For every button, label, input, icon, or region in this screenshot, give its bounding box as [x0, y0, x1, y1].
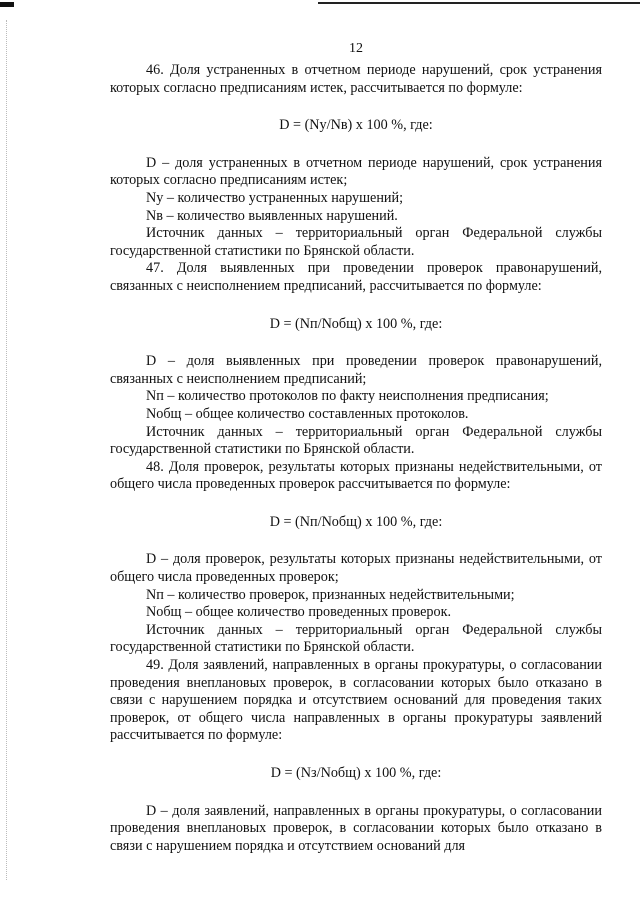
- section-48: [110, 459, 602, 657]
- scan-margin-dots: [6, 20, 9, 880]
- section-47: [110, 260, 602, 458]
- scan-artifact-mark: [0, 2, 14, 7]
- formula: D = (Nп/Nобщ) x 100 %, где:: [269, 315, 443, 332]
- data-source: Источник данных – территориальный орган Федеральной службы государственной статистики по Брянской области.: [110, 423, 602, 458]
- definition: D – доля проверок, результаты которых признаны недействительными, от общего числа проведенных проверок;: [110, 551, 602, 586]
- section-intro: 49. Доля заявлений, направленных в органы прокуратуры, о согласовании проведения внеплановых проверок, в согласовании которых было отказано в связи с нарушением порядка и отсутствием оснований для проведения таких проверок, от общего числа направленных в органы прокуратуры заявлений рассчитывается по формуле:: [110, 657, 602, 744]
- definition: Nобщ – общее количество проведенных проверок.: [146, 604, 452, 621]
- data-source: Источник данных – территориальный орган Федеральной службы государственной статистики по Брянской области.: [110, 621, 602, 656]
- formula: D = (Nп/Nобщ) x 100 %, где:: [269, 513, 443, 530]
- section-46: [110, 62, 602, 260]
- formula: D = (Ny/Nв) x 100 %, где:: [279, 117, 433, 134]
- definition: Nобщ – общее количество составленных протоколов.: [146, 405, 469, 422]
- data-source: Источник данных – территориальный орган Федеральной службы государственной статистики по Брянской области.: [110, 225, 602, 259]
- definition: Nп – количество проверок, признанных недействительными;: [146, 586, 515, 603]
- section-49: [110, 657, 602, 855]
- definition: D – доля выявленных при проведении проверок правонарушений, связанных с неисполнением предписаний;: [110, 353, 602, 387]
- definition: Ny – количество устраненных нарушений;: [146, 189, 404, 206]
- scan-artifact-line: [318, 2, 640, 4]
- definition: D – доля заявлений, направленных в органы прокуратуры, о согласовании проведения внеплановых проверок, в согласовании которых было отказано в связи с нарушением порядка и отсутствием оснований для: [110, 802, 602, 854]
- formula: D = (Nз/Nобщ) x 100 %, где:: [270, 765, 442, 781]
- page-number: 12: [349, 41, 363, 56]
- definition: D – доля устраненных в отчетном периоде нарушений, срок устранения которых согласно предписаниям истек;: [110, 154, 602, 189]
- document-body: [110, 62, 602, 855]
- section-intro: 48. Доля проверок, результаты которых признаны недействительными, от общего числа проведенных проверок рассчитывается по формуле:: [110, 458, 602, 493]
- definition: Nв – количество выявленных нарушений.: [146, 207, 398, 224]
- section-intro: 47. Доля выявленных при проведении проверок правонарушений, связанных с неисполнением предписаний, рассчитывается по формуле:: [110, 260, 602, 294]
- definition: Nп – количество протоколов по факту неисполнения предписания;: [146, 388, 549, 405]
- section-intro: 46. Доля устраненных в отчетном периоде нарушений, срок устранения которых согласно предписаниям истек, рассчитывается по формуле:: [110, 62, 602, 96]
